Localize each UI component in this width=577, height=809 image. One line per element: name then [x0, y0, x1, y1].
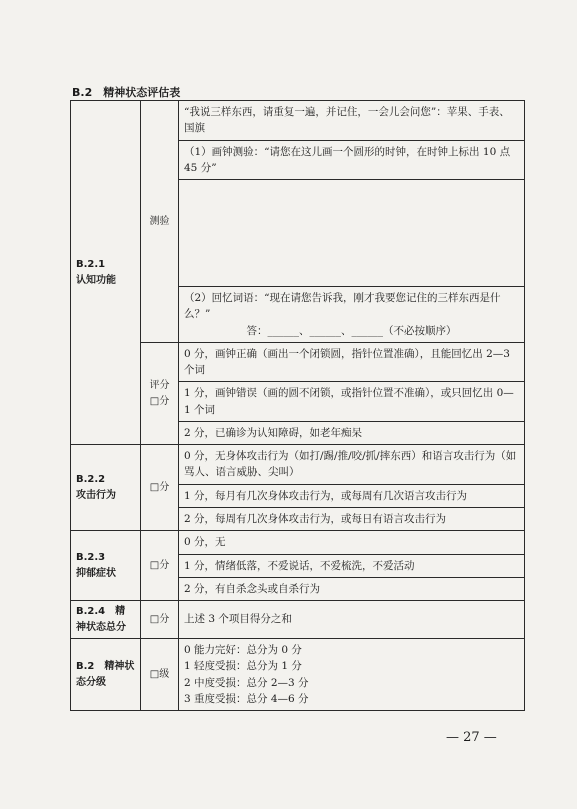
depression-option: 0 分，无: [179, 531, 525, 554]
grading-row: [71, 639, 525, 711]
cognitive-label: B.2.1 认知功能: [71, 101, 141, 445]
depression-option: 2 分，有自杀念头或自杀行为: [179, 577, 525, 600]
aggression-label: B.2.2 攻击行为: [71, 445, 141, 531]
total-row: [71, 601, 525, 639]
aggression-option: 0 分，无身体攻击行为（如打/踢/推/咬/抓/摔东西）和语言攻击行为（如骂人、语言威胁、尖叫）: [179, 445, 525, 485]
grading-option: 1 轻度受损：总分为 1 分: [184, 660, 302, 673]
grading-option: 2 中度受损：总分 2—3 分: [184, 676, 309, 689]
cognitive-intro: “我说三样东西，请重复一遍，并记住，一会儿会问您”：苹果、手表、国旗: [179, 101, 525, 141]
aggression-row: [71, 445, 525, 485]
clock-test-instruction: （1）画钟测验：“请您在这儿画一个圆形的时钟，在时钟上标出 10 点 45 分”: [179, 140, 525, 180]
page-number: — 27 —: [446, 730, 497, 745]
cognitive-score-option: 2 分，已确诊为认知障碍，如老年痴呆: [179, 421, 525, 444]
cognitive-score-option: 0 分，画钟正确（画出一个闭锁圆，指针位置准确），且能回忆出 2—3 个词: [179, 342, 525, 382]
cognitive-score-option: 1 分，画钟错误（画的圆不闭锁，或指针位置不准确），或只回忆出 0—1 个词: [179, 382, 525, 422]
aggression-option: 2 分，每周有几次身体攻击行为，或每日有语言攻击行为: [179, 507, 525, 530]
depression-row: [71, 531, 525, 554]
depression-option: 1 分，情绪低落，不爱说话，不爱梳洗，不爱活动: [179, 554, 525, 577]
aggression-option: 1 分，每月有几次身体攻击行为，或每周有几次语言攻击行为: [179, 484, 525, 507]
total-label: B.2.4 精神状态总分: [71, 601, 141, 639]
grading-score[interactable]: □级: [141, 639, 179, 711]
test-label: 测验: [141, 101, 179, 343]
total-text: 上述 3 个项目得分之和: [179, 601, 525, 639]
aggression-score[interactable]: □分: [141, 445, 179, 531]
grading-label: B.2 精神状态分级: [71, 639, 141, 711]
recall-instruction: （2）回忆词语：“现在请您告诉我，刚才我要您记住的三样东西是什么？”: [184, 292, 501, 321]
total-score[interactable]: □分: [141, 601, 179, 639]
depression-label: B.2.3 抑郁症状: [71, 531, 141, 601]
clock-drawing-area[interactable]: [179, 180, 525, 287]
depression-score[interactable]: □分: [141, 531, 179, 601]
cognitive-score-label[interactable]: 评分 □分: [141, 342, 179, 444]
recall-cell: [179, 287, 525, 343]
grading-options: [179, 639, 525, 711]
recall-answer-line[interactable]: 答：______、______、______（不必按顺序）: [246, 324, 457, 337]
grading-option: 3 重度受损：总分 4—6 分: [184, 692, 309, 705]
grading-option: 0 能力完好：总分为 0 分: [184, 644, 302, 657]
mental-status-table: [70, 100, 525, 711]
cognitive-intro-row: [71, 101, 525, 141]
section-title: B.2 精神状态评估表: [72, 86, 181, 99]
